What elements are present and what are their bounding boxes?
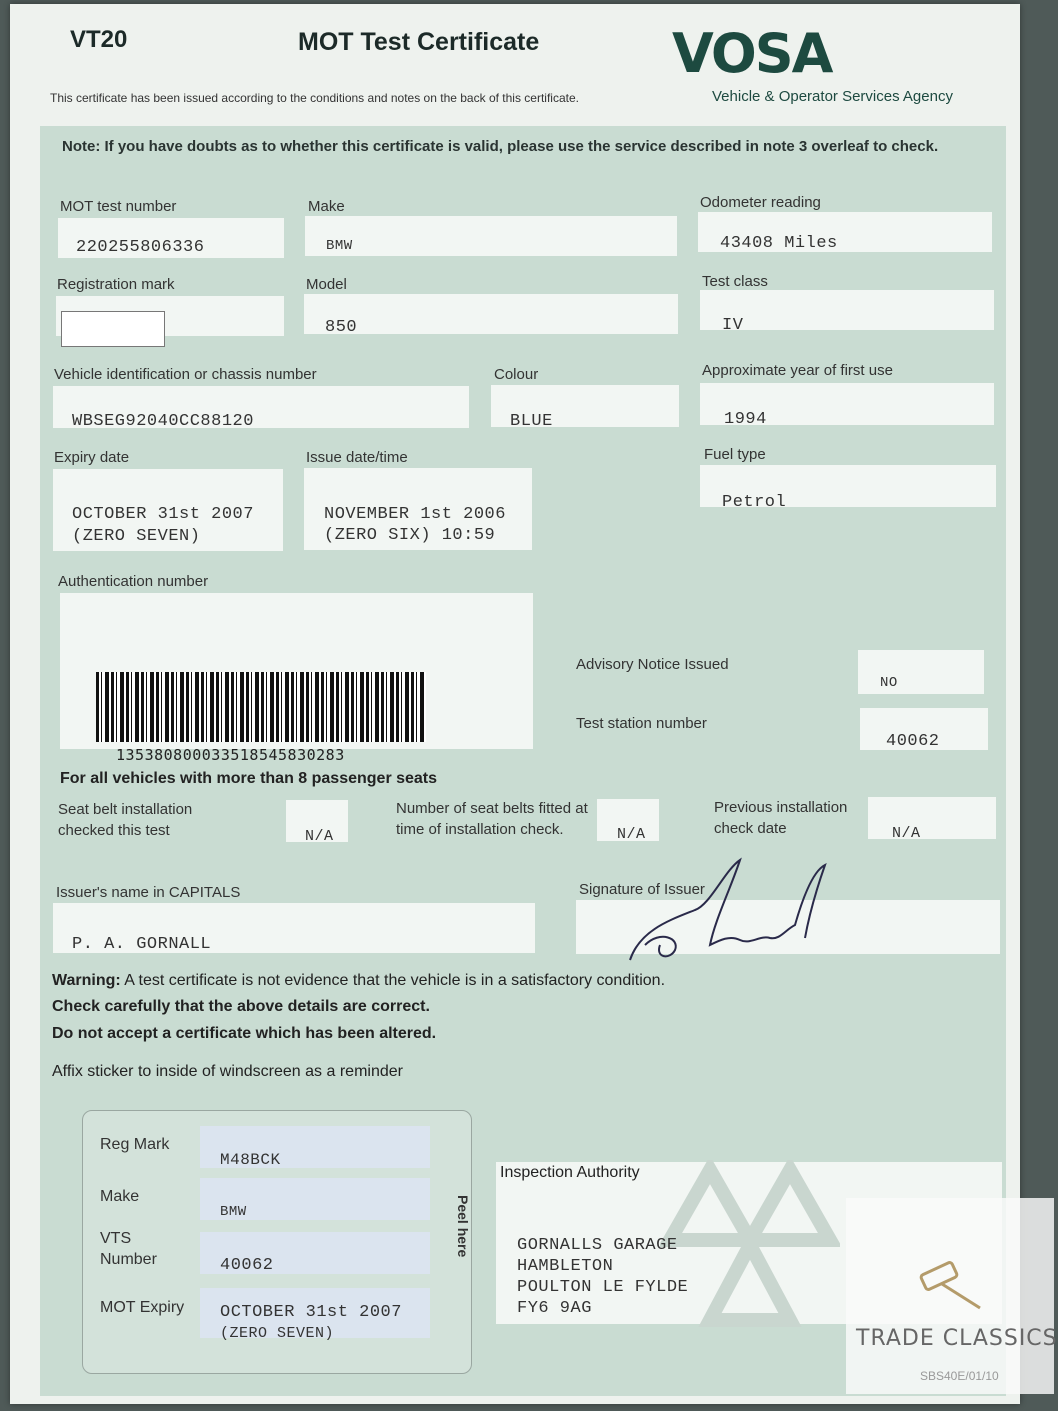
signature-label: Signature of Issuer [579,881,705,898]
issued-note: This certificate has been issued according to the conditions and notes on the back of this certificate. [50,91,579,105]
warning-line [52,972,665,990]
barcode-number: 13538080003351854583028З [116,746,345,764]
odometer-label: Odometer reading [700,194,821,211]
seat-belt-label-2: checked this test [58,822,170,839]
check-warning: Check carefully that the above details are correct. [52,998,430,1015]
vosa-logo: VOSA [672,22,832,85]
prev-install-label-1: Previous installation [714,799,848,816]
prev-install-box [868,797,996,839]
colour-value: BLUE [510,412,553,431]
warning-text: A test certificate is not evidence that the vehicle is in a satisfactory condition. [124,972,666,989]
signature [600,850,840,970]
sticker-vts-label-1: VTS [100,1230,132,1247]
sticker-vts-label-2: Number [100,1251,157,1268]
expiry-line1: OCTOBER 31st 2007 [72,505,254,524]
make-value: BMW [326,238,353,254]
issue-label: Issue date/time [306,449,408,466]
registration-redaction [61,311,165,347]
sticker-vts-value: 40062 [220,1256,274,1275]
issue-line2: (ZERO SIX) 10:59 [324,526,496,545]
sticker-make-label: Make [100,1188,140,1205]
inspection-line2: HAMBLETON [517,1257,614,1276]
mot-test-number-label: MOT test number [60,198,177,215]
fuel-value: Petrol [722,493,787,512]
sticker-expiry-line2: (ZERO SEVEN) [220,1325,335,1342]
num-belts-label-1: Number of seat belts fitted at [396,800,588,817]
peel-here-label[interactable]: Peel here [455,1195,471,1258]
seat-belt-value: N/A [305,828,334,845]
expiry-line2: (ZERO SEVEN) [72,527,201,546]
advisory-box [858,650,984,694]
warning-prefix: Warning: [52,972,121,989]
make-box [305,216,677,256]
gavel-icon [910,1258,990,1318]
sticker-reg-label: Reg Mark [100,1136,170,1153]
fuel-label: Fuel type [704,446,766,463]
altered-warning: Do not accept a certificate which has been altered. [52,1025,437,1042]
sticker-expiry-line1: OCTOBER 31st 2007 [220,1303,402,1322]
vin-value: WBSEG92040CC88120 [72,412,254,431]
inspection-line3: POULTON LE FYLDE [517,1278,689,1297]
seat-belt-label-1: Seat belt installation [58,801,193,818]
authentication-label: Authentication number [58,573,209,590]
station-value: 40062 [886,732,940,751]
prev-install-label-2: check date [714,820,787,837]
station-label: Test station number [576,715,707,732]
mot-triangles-logo [660,1160,840,1330]
agency-name: Vehicle & Operator Services Agency [712,88,953,105]
sticker-reg-value: M48BCK [220,1151,281,1169]
issue-line1: NOVEMBER 1st 2006 [324,505,506,524]
form-code: VT20 [70,26,128,53]
inspection-line4: FY6 9AG [517,1299,592,1318]
test-class-box [700,290,994,330]
vin-label: Vehicle identification or chassis number [54,366,317,383]
first-use-label: Approximate year of first use [702,362,893,379]
num-belts-value: N/A [617,826,646,843]
odometer-value: 43408 Miles [720,234,838,253]
colour-label: Colour [494,366,539,383]
issuer-name-value: P. A. GORNALL [72,935,212,954]
model-box [304,294,678,334]
barcode [96,672,426,742]
prev-install-value: N/A [892,825,921,842]
page-title: MOT Test Certificate [298,28,540,56]
trade-classics-brand: TRADE CLASSICS [856,1326,1058,1351]
first-use-value: 1994 [724,410,767,429]
advisory-label: Advisory Notice Issued [576,656,729,673]
issuer-name-label: Issuer's name in CAPITALS [56,884,241,901]
make-label: Make [308,198,345,215]
inspection-label: Inspection Authority [500,1164,640,1181]
inspection-line1: GORNALLS GARAGE [517,1236,678,1255]
test-class-label: Test class [702,273,768,290]
validity-note: Note: If you have doubts as to whether this certificate is valid, please use the service described in note 3 overleaf to check. [62,138,939,155]
form-reference: SBS40E/01/10 [920,1369,999,1383]
test-class-value: IV [722,316,744,335]
mot-test-number-value: 220255806336 [76,238,205,257]
affix-note: Affix sticker to inside of windscreen as a reminder [52,1063,403,1080]
model-value: 850 [325,318,358,337]
registration-label: Registration mark [57,276,175,293]
sticker-make-value: BMW [220,1204,247,1220]
num-belts-label-2: time of installation check. [396,821,564,838]
advisory-value: NO [880,675,898,691]
model-label: Model [306,276,347,293]
sticker-expiry-label: MOT Expiry [100,1299,185,1316]
expiry-label: Expiry date [54,449,130,466]
passenger-heading: For all vehicles with more than 8 passenger seats [60,770,438,787]
